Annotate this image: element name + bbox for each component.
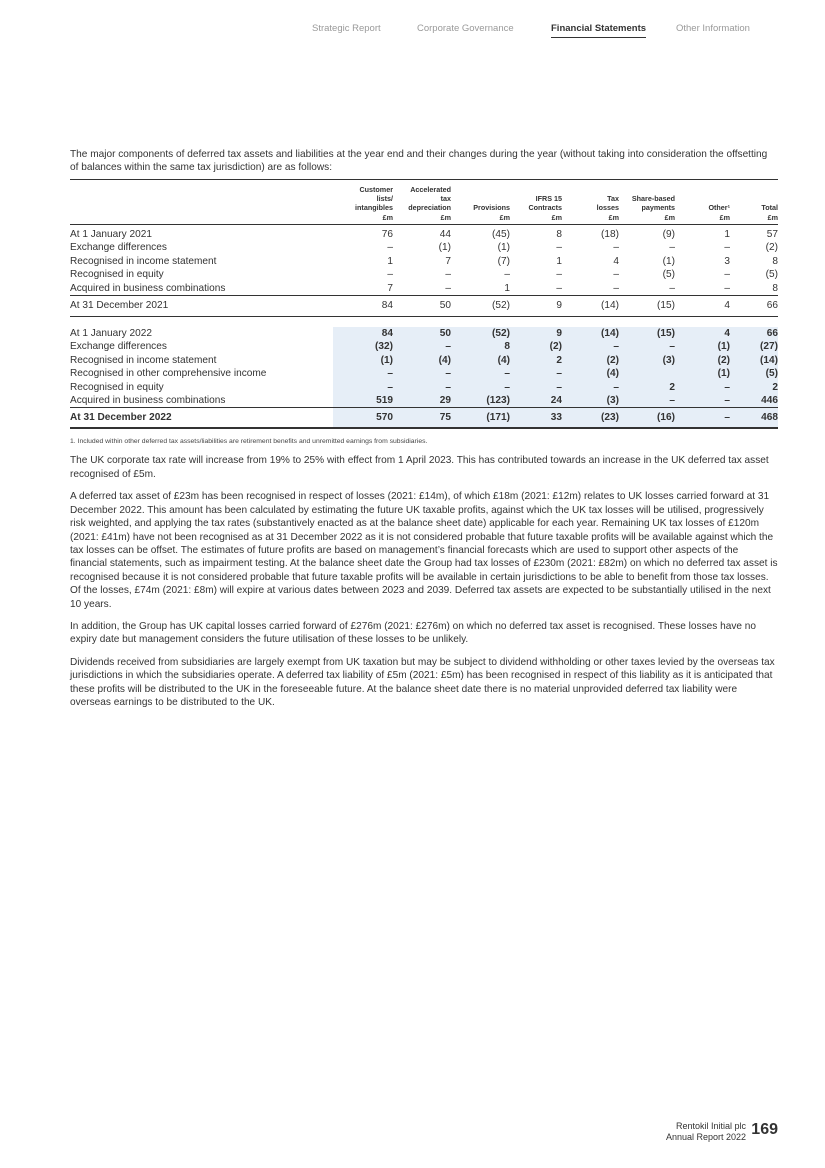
- cell-tax-losses: 4: [613, 255, 619, 267]
- cell-total: 446: [730, 394, 778, 408]
- cell-total: (5): [765, 269, 778, 281]
- cell-total: (14): [730, 354, 778, 367]
- header-line: losses: [596, 203, 619, 213]
- table-body: [70, 225, 778, 429]
- cell-share-based-payments: 2: [619, 381, 675, 394]
- cell-total: (2): [765, 242, 778, 254]
- cell-other: (2): [675, 354, 730, 367]
- cell-share-based-payments: –: [669, 242, 675, 254]
- cell-ifrs15-contracts: 24: [510, 394, 562, 408]
- cell-total: (5): [730, 367, 778, 380]
- cell-share-based-payments: (15): [619, 296, 675, 317]
- cell-other: 1: [724, 229, 730, 240]
- cell-provisions: 1: [504, 282, 510, 294]
- cell-total: 2: [730, 381, 778, 394]
- cell-provisions: (52): [451, 296, 510, 317]
- cell-other: –: [724, 269, 730, 281]
- cell-other: 4: [675, 327, 730, 340]
- cell-share-based-payments: (3): [619, 354, 675, 367]
- nav-strategic-report[interactable]: Strategic Report: [312, 23, 381, 34]
- top-navigation: [0, 23, 825, 43]
- row-label: At 1 January 2022: [70, 328, 152, 340]
- header-line: payments: [641, 203, 675, 213]
- cell-accelerated-tax-depreciation: 44: [439, 229, 451, 240]
- cell-accelerated-tax-depreciation: 75: [393, 408, 451, 429]
- deferred-tax-table: [70, 179, 778, 430]
- header-line: £m: [664, 212, 675, 222]
- cell-total: 66: [730, 296, 778, 317]
- footer-company-info: [666, 1121, 746, 1143]
- cell-share-based-payments: (5): [662, 269, 675, 281]
- cell-ifrs15-contracts: 8: [556, 229, 562, 240]
- cell-share-based-payments: –: [619, 394, 675, 408]
- row-label: Recognised in other comprehensive income: [70, 368, 267, 380]
- cell-other: 4: [675, 296, 730, 317]
- cell-provisions: (1): [497, 242, 510, 254]
- cell-customer-lists: 519: [333, 394, 393, 408]
- row-label: Recognised in equity: [70, 381, 164, 393]
- header-line: Contracts: [528, 203, 562, 213]
- header-line: Other¹: [708, 203, 730, 213]
- cell-customer-lists: –: [333, 381, 393, 394]
- cell-share-based-payments: (9): [662, 229, 675, 240]
- cell-ifrs15-contracts: –: [510, 381, 562, 394]
- header-share-based-payments: [619, 179, 675, 224]
- cell-provisions: (52): [451, 327, 510, 340]
- cell-other: –: [675, 381, 730, 394]
- cell-other: –: [675, 408, 730, 429]
- cell-other: –: [675, 394, 730, 408]
- header-provisions: [451, 179, 510, 224]
- cell-customer-lists: 1: [387, 255, 393, 267]
- cell-tax-losses: (14): [562, 296, 619, 317]
- header-line: Accelerated: [410, 184, 451, 194]
- header-line: £m: [719, 212, 730, 222]
- cell-tax-losses: –: [562, 381, 619, 394]
- row-label: Recognised in income statement: [70, 354, 217, 366]
- table-row: [70, 296, 778, 317]
- cell-tax-losses: (23): [562, 408, 619, 429]
- cell-ifrs15-contracts: –: [556, 282, 562, 294]
- cell-ifrs15-contracts: 9: [510, 296, 562, 317]
- table-row: [70, 255, 778, 268]
- cell-accelerated-tax-depreciation: 29: [393, 394, 451, 408]
- cell-accelerated-tax-depreciation: –: [393, 381, 451, 394]
- header-line: Provisions: [473, 203, 510, 213]
- cell-other: –: [724, 242, 730, 254]
- header-customer-lists: [333, 179, 393, 224]
- header-label-cell: [70, 179, 333, 224]
- table-row: [70, 241, 778, 254]
- header-accelerated-tax-depreciation: [393, 179, 451, 224]
- table-header: [70, 179, 778, 224]
- header-line: £m: [551, 212, 562, 222]
- cell-share-based-payments: –: [619, 340, 675, 353]
- main-content: [70, 148, 778, 709]
- cell-customer-lists: (32): [333, 340, 393, 353]
- cell-provisions: –: [504, 269, 510, 281]
- page-number: 169: [751, 1121, 778, 1138]
- table-row: [70, 408, 778, 429]
- cell-provisions: –: [451, 367, 510, 380]
- cell-ifrs15-contracts: 9: [510, 327, 562, 340]
- cell-ifrs15-contracts: –: [556, 269, 562, 281]
- cell-share-based-payments: –: [669, 282, 675, 294]
- cell-customer-lists: (1): [333, 354, 393, 367]
- header-line: Tax: [607, 194, 619, 204]
- table-footnote: 1. Included within other deferred tax assets/liabilities are retirement benefits and unremitted earnings from subsidiaries.: [70, 438, 428, 446]
- cell-share-based-payments: (15): [619, 327, 675, 340]
- cell-customer-lists: –: [387, 269, 393, 281]
- cell-accelerated-tax-depreciation: –: [445, 269, 451, 281]
- header-total: [730, 179, 778, 224]
- cell-tax-losses: (3): [562, 394, 619, 408]
- cell-customer-lists: 84: [333, 296, 393, 317]
- cell-accelerated-tax-depreciation: (4): [393, 354, 451, 367]
- cell-customer-lists: 84: [333, 327, 393, 340]
- spacer-cell: [70, 317, 778, 328]
- table-row: [70, 340, 778, 353]
- cell-customer-lists: 76: [381, 229, 393, 240]
- cell-total: 8: [772, 282, 778, 294]
- header-line: tax: [440, 194, 451, 204]
- cell-tax-losses: –: [562, 340, 619, 353]
- header-line: £m: [499, 212, 510, 222]
- cell-customer-lists: –: [333, 367, 393, 380]
- cell-share-based-payments: [619, 367, 675, 380]
- paragraph-uk-tax-rate: The UK corporate tax rate will increase from 19% to 25% with effect from 1 April 2023. This has contributed towards an increase in the UK deferred tax asset recognised of £5m.: [70, 455, 769, 480]
- table-row: [70, 394, 778, 408]
- paragraph-capital-losses: In addition, the Group has UK capital losses carried forward of £276m (2021: £276m) on which no deferred tax asset is recognised. These losses have no expiry date but management considers the future utilisation of these losses to be unlikely.: [70, 620, 757, 646]
- row-label: At 1 January 2021: [70, 229, 152, 240]
- row-label: At 31 December 2022: [70, 408, 333, 429]
- header-line: depreciation: [408, 203, 451, 213]
- cell-other: –: [724, 282, 730, 294]
- row-label: Acquired in business combinations: [70, 395, 226, 407]
- cell-tax-losses: –: [613, 282, 619, 294]
- cell-customer-lists: 7: [387, 282, 393, 294]
- cell-ifrs15-contracts: 33: [510, 408, 562, 429]
- cell-total: 66: [730, 327, 778, 340]
- cell-provisions: 8: [451, 340, 510, 353]
- cell-other: 3: [724, 255, 730, 267]
- row-label: Exchange differences: [70, 242, 167, 254]
- nav-other-information[interactable]: Other Information: [676, 23, 750, 34]
- cell-tax-losses: (2): [562, 354, 619, 367]
- cell-provisions: (123): [451, 394, 510, 408]
- cell-provisions: (4): [451, 354, 510, 367]
- cell-ifrs15-contracts: –: [556, 242, 562, 254]
- cell-ifrs15-contracts: –: [510, 367, 562, 380]
- cell-share-based-payments: (1): [662, 255, 675, 267]
- intro-paragraph: The major components of deferred tax assets and liabilities at the year end and their changes during the year (without taking into consideration the offsetting of balances within the same tax jurisdiction) are as follows:: [70, 149, 768, 174]
- header-line: intangibles: [355, 203, 393, 213]
- table-row: [70, 225, 778, 242]
- header-line: £m: [440, 212, 451, 222]
- cell-other: (1): [675, 340, 730, 353]
- cell-other: (1): [675, 367, 730, 380]
- header-line: Total: [761, 203, 778, 213]
- cell-customer-lists: –: [387, 242, 393, 254]
- cell-total: 8: [772, 255, 778, 267]
- cell-accelerated-tax-depreciation: 50: [393, 327, 451, 340]
- cell-tax-losses: (4): [562, 367, 619, 380]
- header-line: £m: [382, 212, 393, 222]
- nav-financial-statements[interactable]: Financial Statements: [551, 23, 646, 38]
- cell-accelerated-tax-depreciation: 7: [445, 255, 451, 267]
- cell-provisions: –: [451, 381, 510, 394]
- cell-provisions: (171): [451, 408, 510, 429]
- cell-tax-losses: (14): [562, 327, 619, 340]
- paragraph-dividends: Dividends received from subsidiaries are largely exempt from UK taxation but may be subject to dividend withholding or other taxes levied by the overseas tax jurisdictions in which the subsidiaries operate. A deferred tax liability of £5m (2021: £5m) has been recognised in respect of this liability as it is anticipated that these profits will be distributed to the UK in the foreseeable future. At the balance sheet date there is no material unprovided deferred tax liability were overseas earnings to be distributed to the UK.: [70, 656, 775, 708]
- cell-ifrs15-contracts: (2): [510, 340, 562, 353]
- cell-accelerated-tax-depreciation: –: [445, 282, 451, 294]
- row-label: Acquired in business combinations: [70, 282, 226, 294]
- row-label: At 31 December 2021: [70, 296, 333, 317]
- cell-accelerated-tax-depreciation: –: [393, 367, 451, 380]
- cell-accelerated-tax-depreciation: (1): [438, 242, 451, 254]
- cell-accelerated-tax-depreciation: –: [393, 340, 451, 353]
- header-line: lists/: [376, 194, 393, 204]
- cell-tax-losses: –: [613, 269, 619, 281]
- cell-ifrs15-contracts: 2: [510, 354, 562, 367]
- table-row: [70, 381, 778, 394]
- nav-corporate-governance[interactable]: Corporate Governance: [417, 23, 514, 34]
- cell-ifrs15-contracts: 1: [556, 255, 562, 267]
- cell-provisions: (45): [492, 229, 510, 240]
- header-ifrs15-contracts: [510, 179, 562, 224]
- header-line: Share-based: [631, 194, 675, 204]
- row-label: Recognised in equity: [70, 269, 164, 281]
- cell-accelerated-tax-depreciation: 50: [393, 296, 451, 317]
- header-tax-losses: [562, 179, 619, 224]
- header-line: IFRS 15: [535, 194, 562, 204]
- cell-total: 57: [766, 229, 778, 240]
- table-row: [70, 354, 778, 367]
- row-label: Exchange differences: [70, 341, 167, 353]
- cell-total: (27): [730, 340, 778, 353]
- cell-total: 468: [730, 408, 778, 429]
- header-line: £m: [608, 212, 619, 222]
- header-other: [675, 179, 730, 224]
- table-row: [70, 327, 778, 340]
- footer-company-name: Rentokil Initial plc: [675, 1121, 746, 1131]
- cell-share-based-payments: (16): [619, 408, 675, 429]
- page-footer: [528, 1121, 778, 1147]
- paragraph-deferred-tax-losses: A deferred tax asset of £23m has been recognised in respect of losses (2021: £14m), of which £18m (2021: £12m) relates to UK losses carried forward at 31 December 2022. This amount has been calculated by estimating the future UK taxable profits, against which the UK tax losses will be utilised, progressively risk weighted, and applying the tax rates (substantively enacted as at the balance sheet date) applicable for each year. Remaining UK tax losses of £120m (2021: £41m) have not been recognised as at 31 December 2022 as it is not considered probable that future taxable profits will be available against which the tax losses can be offset. The estimates of future profits are based on management’s financial forecasts which are used to support other aspects of the financial statements, such as impairment testing. At the balance sheet date the Group had tax losses of £230m (2021: £82m) on which no deferred tax asset is recognised because it is not considered probable that future taxable profits will be available in certain jurisdictions to be able to benefit from those tax losses. Of the losses, £74m (2021: £8m) will expire at various dates between 2023 and 2039. Deferred tax assets are expected to be substantially utilised in the next 10 years.: [70, 491, 778, 610]
- row-label: Recognised in income statement: [70, 255, 217, 267]
- table-row: [70, 367, 778, 380]
- header-line: Customer: [359, 184, 393, 194]
- header-line: £m: [767, 212, 778, 222]
- cell-provisions: (7): [497, 255, 510, 267]
- cell-customer-lists: 570: [333, 408, 393, 429]
- footer-report-name: Annual Report 2022: [665, 1132, 746, 1142]
- table-row: [70, 268, 778, 281]
- cell-tax-losses: (18): [601, 229, 619, 240]
- table-row: [70, 282, 778, 296]
- cell-tax-losses: –: [613, 242, 619, 254]
- spacer-row: [70, 317, 778, 328]
